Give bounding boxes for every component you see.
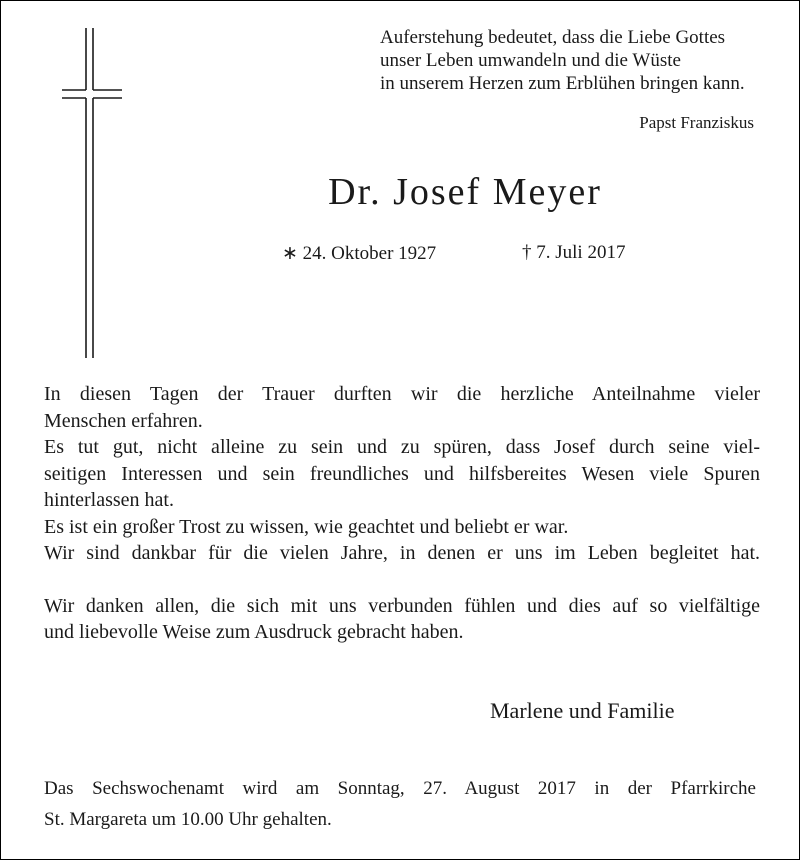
- quote-line: Auferstehung bedeutet, dass die Liebe Gottes: [380, 27, 726, 48]
- message-line: Wir sind dankbar für die vielen Jahre, in denen er uns im Leben begleitet hat.: [44, 542, 760, 564]
- message-line: hinterlassen hat.: [44, 489, 174, 511]
- quote-author: Papst Franziskus: [639, 113, 754, 132]
- quote-line: unser Leben umwandeln und die Wüste: [380, 50, 681, 71]
- message-line: seitigen Interessen und sein freundliches und hilfsbereites Wesen viele Spuren: [44, 462, 760, 485]
- quote-line: in unserem Herzen zum Erblühen bringen kann.: [380, 73, 745, 94]
- message-line: Es ist ein großer Trost zu wissen, wie geachtet und beliebt er war.: [44, 515, 569, 538]
- death-date: † 7. Juli 2017: [522, 242, 626, 263]
- service-line: Das Sechswochenamt wird am Sonntag, 27. August 2017 in der Pfarrkirche: [44, 778, 756, 799]
- message-line: und liebevolle Weise zum Ausdruck gebracht haben.: [44, 621, 464, 643]
- message-line: In diesen Tagen der Trauer durften wir die herzliche Anteilnahme vieler: [44, 383, 760, 405]
- bible-quote: [380, 26, 780, 95]
- message-line: Wir danken allen, die sich mit uns verbunden fühlen und dies auf so vielfältige: [44, 594, 760, 617]
- deceased-name: Dr. Josef Meyer: [328, 171, 602, 213]
- signature: Marlene und Familie: [490, 698, 675, 723]
- birth-date: ∗ 24. Oktober 1927: [282, 243, 437, 264]
- thank-you-message: [44, 381, 760, 646]
- service-announcement: [44, 773, 756, 835]
- message-line: Menschen erfahren.: [44, 409, 203, 432]
- service-line: St. Margareta um 10.00 Uhr gehalten.: [44, 809, 332, 830]
- message-line: Es tut gut, nicht alleine zu sein und zu spüren, dass Josef durch seine viel-: [44, 436, 760, 458]
